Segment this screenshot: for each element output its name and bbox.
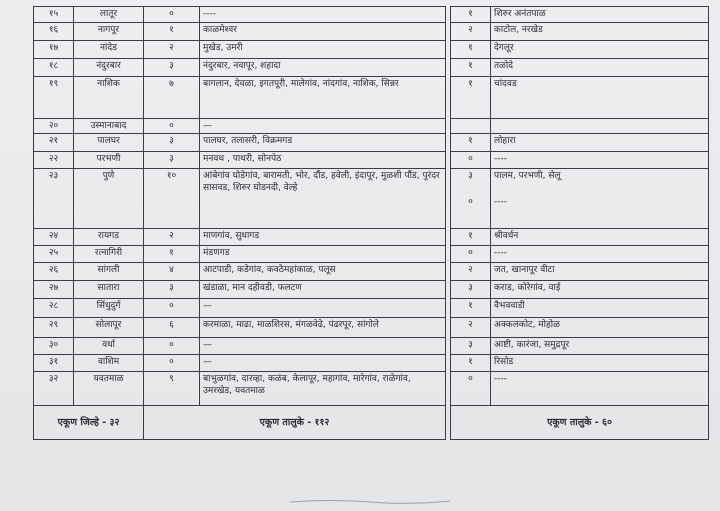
- taluka-list-2: शिरुर अनंतपाळ: [491, 7, 709, 23]
- taluka-count-2: ३: [451, 338, 491, 355]
- serial-number: १९: [34, 77, 74, 119]
- taluka-list-1: नंदुरबार, नवापूर, शहादा: [200, 59, 446, 77]
- taluka-list-1: मनवथ , पाथरी, सोनपेठ: [200, 152, 446, 169]
- taluka-count-1: ४: [144, 263, 200, 281]
- taluka-count-1: ६: [144, 318, 200, 338]
- district-name: वर्धा: [74, 338, 144, 355]
- taluka-list-2: ----: [491, 246, 709, 263]
- taluka-table: [33, 6, 709, 440]
- district-name: नाशिक: [74, 77, 144, 119]
- taluka-count-2: १: [451, 355, 491, 372]
- district-name: सोलापूर: [74, 318, 144, 338]
- table-row: [34, 23, 709, 41]
- taluka-count-2: १: [451, 134, 491, 152]
- taluka-count-2: २: [451, 263, 491, 281]
- table-row: [34, 372, 709, 406]
- taluka-count-1: ९: [144, 372, 200, 406]
- serial-number: २२: [34, 152, 74, 169]
- taluka-list-2: रिसोड: [491, 355, 709, 372]
- taluka-count-1: ०: [144, 355, 200, 372]
- taluka-count-1: १: [144, 246, 200, 263]
- taluka-list-2: श्रीवर्धन: [491, 229, 709, 246]
- taluka-list-2: आष्टी, कारंजा, समुद्रपूर: [491, 338, 709, 355]
- serial-number: २३: [34, 169, 74, 229]
- table-row: [34, 281, 709, 299]
- district-name: लातूर: [74, 7, 144, 23]
- serial-number: २९: [34, 318, 74, 338]
- taluka-list-1: मंडणगड: [200, 246, 446, 263]
- district-name: नांदेड: [74, 41, 144, 59]
- taluka-list-1: बागलान, देवळा, इगतपूरी, मालेगांव, नांदगांव, नाशिक, सिन्नर: [200, 77, 446, 119]
- taluka-list-1: ----: [200, 7, 446, 23]
- taluka-count-2: ०: [451, 372, 491, 406]
- taluka-list-1: आटपाडी, कडेगांव, कवठेमहांकाळ, पलूस: [200, 263, 446, 281]
- total-districts: एकूण जिल्हे - ३२: [34, 406, 144, 440]
- taluka-count-2: २: [451, 318, 491, 338]
- taluka-count-1: ३: [144, 152, 200, 169]
- taluka-count-1: १०: [144, 169, 200, 229]
- total-talukas-1: एकूण तालुके - ११२: [144, 406, 446, 440]
- taluka-list-1: —: [200, 338, 446, 355]
- taluka-count-2: १: [451, 229, 491, 246]
- table-row: [34, 246, 709, 263]
- table-row: [34, 318, 709, 338]
- table-row: [34, 77, 709, 119]
- taluka-list-2: काटोल, नरखेड: [491, 23, 709, 41]
- table-row: [34, 355, 709, 372]
- taluka-count-1: ३: [144, 134, 200, 152]
- total-talukas-2: एकूण तालुके - ६०: [451, 406, 709, 440]
- taluka-list-1: मुखेड, उमरी: [200, 41, 446, 59]
- taluka-count-2: १: [451, 7, 491, 23]
- taluka-count-1: ०: [144, 299, 200, 318]
- serial-number: ३१: [34, 355, 74, 372]
- taluka-count-2: [451, 169, 491, 229]
- taluka-count-1: ७: [144, 77, 200, 119]
- taluka-count-1: २: [144, 41, 200, 59]
- taluka-count-1: १: [144, 23, 200, 41]
- taluka-count-2: ०: [451, 246, 491, 263]
- district-name: सातारा: [74, 281, 144, 299]
- district-name: परभणी: [74, 152, 144, 169]
- district-name: नागपूर: [74, 23, 144, 41]
- taluka-list-1: करमाळा, माढा, माळशिरस, मंगळवेढे, पंढरपूर, सांगोले: [200, 318, 446, 338]
- taluka-list-1: —: [200, 355, 446, 372]
- table-body: [34, 7, 709, 440]
- signature-mark: [290, 498, 450, 504]
- district-name: यवतमाळ: [74, 372, 144, 406]
- table-row: [34, 134, 709, 152]
- taluka-count-2: १: [451, 299, 491, 318]
- taluka-list-1: खंडाळा, मान दहीवडी, फलटण: [200, 281, 446, 299]
- taluka-list-2: [491, 169, 709, 229]
- serial-number: ३२: [34, 372, 74, 406]
- taluka-list-2: कराड, कोरेगांव, वाई: [491, 281, 709, 299]
- serial-number: १५: [34, 7, 74, 23]
- taluka-count-2: २: [451, 23, 491, 41]
- table-row: [34, 152, 709, 169]
- taluka-count-2: ०: [451, 152, 491, 169]
- table-row: [34, 41, 709, 59]
- taluka-list-2: जत, खानापूर वीटा: [491, 263, 709, 281]
- taluka-count-2-line1: ३: [468, 171, 473, 181]
- taluka-list-1: —: [200, 299, 446, 318]
- serial-number: २१: [34, 134, 74, 152]
- taluka-list-1: माणगांव, सुधागड: [200, 229, 446, 246]
- serial-number: १८: [34, 59, 74, 77]
- serial-number: २६: [34, 263, 74, 281]
- serial-number: २४: [34, 229, 74, 246]
- taluka-list-1: पालघर, तलासरी, विक्रमगड: [200, 134, 446, 152]
- taluka-list-1: —: [200, 119, 446, 134]
- taluka-count-1: ०: [144, 338, 200, 355]
- taluka-list-2: चांदवड: [491, 77, 709, 119]
- taluka-count-2: ३: [451, 281, 491, 299]
- taluka-count-2: [451, 119, 491, 134]
- district-name: रायगड: [74, 229, 144, 246]
- taluka-list-1: बाभुळगांव, दारव्हा, कळंब, केलापूर, महागांव, मारेगांव, राळेगांव, उमरखेड, यवतमाळ: [200, 372, 446, 406]
- taluka-list-2-line1: पालम, परभणी, सेलू: [494, 171, 561, 181]
- taluka-list-2: ----: [491, 152, 709, 169]
- serial-number: २५: [34, 246, 74, 263]
- taluka-count-2: १: [451, 59, 491, 77]
- district-name: पालघर: [74, 134, 144, 152]
- serial-number: २०: [34, 119, 74, 134]
- district-name: रत्नागिरी: [74, 246, 144, 263]
- district-name: सिंधुदुर्ग: [74, 299, 144, 318]
- total-row: [34, 406, 709, 440]
- table-row: [34, 169, 709, 229]
- district-name: वाशिम: [74, 355, 144, 372]
- taluka-list-2: तळोदे: [491, 59, 709, 77]
- taluka-list-1: काळमेश्वर: [200, 23, 446, 41]
- district-name: सांगली: [74, 263, 144, 281]
- table-row: [34, 338, 709, 355]
- district-name: उस्मानाबाद: [74, 119, 144, 134]
- taluka-list-2: लोहारा: [491, 134, 709, 152]
- district-name: नंदुरबार: [74, 59, 144, 77]
- taluka-list-2: वैभववाडी: [491, 299, 709, 318]
- taluka-list-2-line2: ----: [494, 197, 507, 207]
- taluka-count-1: ०: [144, 7, 200, 23]
- taluka-count-1: २: [144, 229, 200, 246]
- serial-number: १७: [34, 41, 74, 59]
- taluka-count-2-line2: ०: [468, 197, 473, 207]
- serial-number: १६: [34, 23, 74, 41]
- taluka-list-2: अक्कलकोट, मोहोळ: [491, 318, 709, 338]
- taluka-list-2: ----: [491, 372, 709, 406]
- table-row: [34, 59, 709, 77]
- table-row: [34, 263, 709, 281]
- taluka-count-1: ३: [144, 281, 200, 299]
- table-row: [34, 229, 709, 246]
- taluka-list-1: आंबेगांव घोडेगांव, बारामती, भोर, दौंड, हवेली, इंदापूर, मुळशी पौंड, पुरंदर सासवड, शिरुर घोडनदी, वेल्हे: [200, 169, 446, 229]
- serial-number: ३०: [34, 338, 74, 355]
- table-row: [34, 299, 709, 318]
- serial-number: २७: [34, 281, 74, 299]
- taluka-count-2: १: [451, 41, 491, 59]
- table-row: [34, 7, 709, 23]
- taluka-list-2: देगलूर: [491, 41, 709, 59]
- taluka-count-1: ०: [144, 119, 200, 134]
- taluka-list-2: [491, 119, 709, 134]
- taluka-count-2: १: [451, 77, 491, 119]
- serial-number: २८: [34, 299, 74, 318]
- table-row: [34, 119, 709, 134]
- district-name: पुणे: [74, 169, 144, 229]
- taluka-count-1: ३: [144, 59, 200, 77]
